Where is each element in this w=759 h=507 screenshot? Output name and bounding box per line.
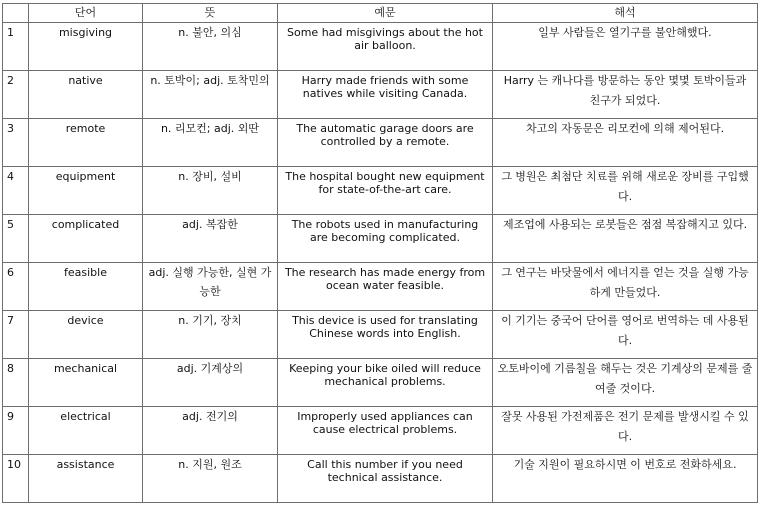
meaning-cell: n. 기기, 장치 (143, 311, 278, 359)
header-meaning: 뜻 (143, 4, 278, 23)
meaning-cell: adj. 복잡한 (143, 215, 278, 263)
row-number: 9 (3, 407, 29, 455)
example-cell: Call this number if you need technical assistance. (278, 455, 493, 503)
word-cell: electrical (29, 407, 143, 455)
row-number: 3 (3, 119, 29, 167)
row-number: 6 (3, 263, 29, 311)
header-row (3, 4, 758, 23)
row-number: 7 (3, 311, 29, 359)
header-example: 예문 (278, 4, 493, 23)
example-cell: Improperly used appliances can cause electrical problems. (278, 407, 493, 455)
row-number: 8 (3, 359, 29, 407)
row-number: 1 (3, 23, 29, 71)
example-cell: Harry made friends with some natives while visiting Canada. (278, 71, 493, 119)
example-cell: The robots used in manufacturing are becoming complicated. (278, 215, 493, 263)
example-cell: The automatic garage doors are controlled by a remote. (278, 119, 493, 167)
translation-cell: 이 기기는 중국어 단어를 영어로 번역하는 데 사용된다. (493, 311, 758, 359)
table-row (3, 23, 758, 71)
meaning-cell: adj. 전기의 (143, 407, 278, 455)
row-number: 10 (3, 455, 29, 503)
translation-cell: 오토바이에 기름칠을 해두는 것은 기계상의 문제를 줄여줄 것이다. (493, 359, 758, 407)
vocabulary-table (2, 3, 758, 503)
meaning-cell: adj. 실행 가능한, 실현 가능한 (143, 263, 278, 311)
translation-cell: 차고의 자동문은 리모컨에 의해 제어된다. (493, 119, 758, 167)
meaning-cell: n. 리모컨; adj. 외딴 (143, 119, 278, 167)
example-cell: The research has made energy from ocean water feasible. (278, 263, 493, 311)
row-number: 5 (3, 215, 29, 263)
table-row (3, 119, 758, 167)
table-row (3, 359, 758, 407)
translation-cell: 기술 지원이 필요하시면 이 번호로 전화하세요. (493, 455, 758, 503)
word-cell: native (29, 71, 143, 119)
translation-cell: 제조업에 사용되는 로봇들은 점점 복잡해지고 있다. (493, 215, 758, 263)
word-cell: feasible (29, 263, 143, 311)
translation-cell: 잘못 사용된 가전제품은 전기 문제를 발생시킬 수 있다. (493, 407, 758, 455)
meaning-cell: n. 장비, 설비 (143, 167, 278, 215)
word-cell: remote (29, 119, 143, 167)
table-row (3, 215, 758, 263)
table-row (3, 407, 758, 455)
table-row (3, 455, 758, 503)
translation-cell: 그 연구는 바닷물에서 에너지를 얻는 것을 실행 가능하게 만들었다. (493, 263, 758, 311)
meaning-cell: n. 지원, 원조 (143, 455, 278, 503)
meaning-cell: adj. 기계상의 (143, 359, 278, 407)
table-row (3, 167, 758, 215)
example-cell: This device is used for translating Chinese words into English. (278, 311, 493, 359)
meaning-cell: n. 토박이; adj. 토착민의 (143, 71, 278, 119)
word-cell: equipment (29, 167, 143, 215)
table-row (3, 71, 758, 119)
header-translation: 해석 (493, 4, 758, 23)
example-cell: The hospital bought new equipment for state-of-the-art care. (278, 167, 493, 215)
word-cell: device (29, 311, 143, 359)
word-cell: complicated (29, 215, 143, 263)
table-row (3, 263, 758, 311)
word-cell: assistance (29, 455, 143, 503)
header-number (3, 4, 29, 23)
translation-cell: Harry 는 캐나다를 방문하는 동안 몇몇 토박이들과 친구가 되었다. (493, 71, 758, 119)
translation-cell: 일부 사람들은 열기구를 불안해했다. (493, 23, 758, 71)
example-cell: Some had misgivings about the hot air balloon. (278, 23, 493, 71)
row-number: 4 (3, 167, 29, 215)
header-word: 단어 (29, 4, 143, 23)
example-cell: Keeping your bike oiled will reduce mechanical problems. (278, 359, 493, 407)
table-row (3, 311, 758, 359)
word-cell: mechanical (29, 359, 143, 407)
word-cell: misgiving (29, 23, 143, 71)
row-number: 2 (3, 71, 29, 119)
meaning-cell: n. 불안, 의심 (143, 23, 278, 71)
translation-cell: 그 병원은 최첨단 치료를 위해 새로운 장비를 구입했다. (493, 167, 758, 215)
